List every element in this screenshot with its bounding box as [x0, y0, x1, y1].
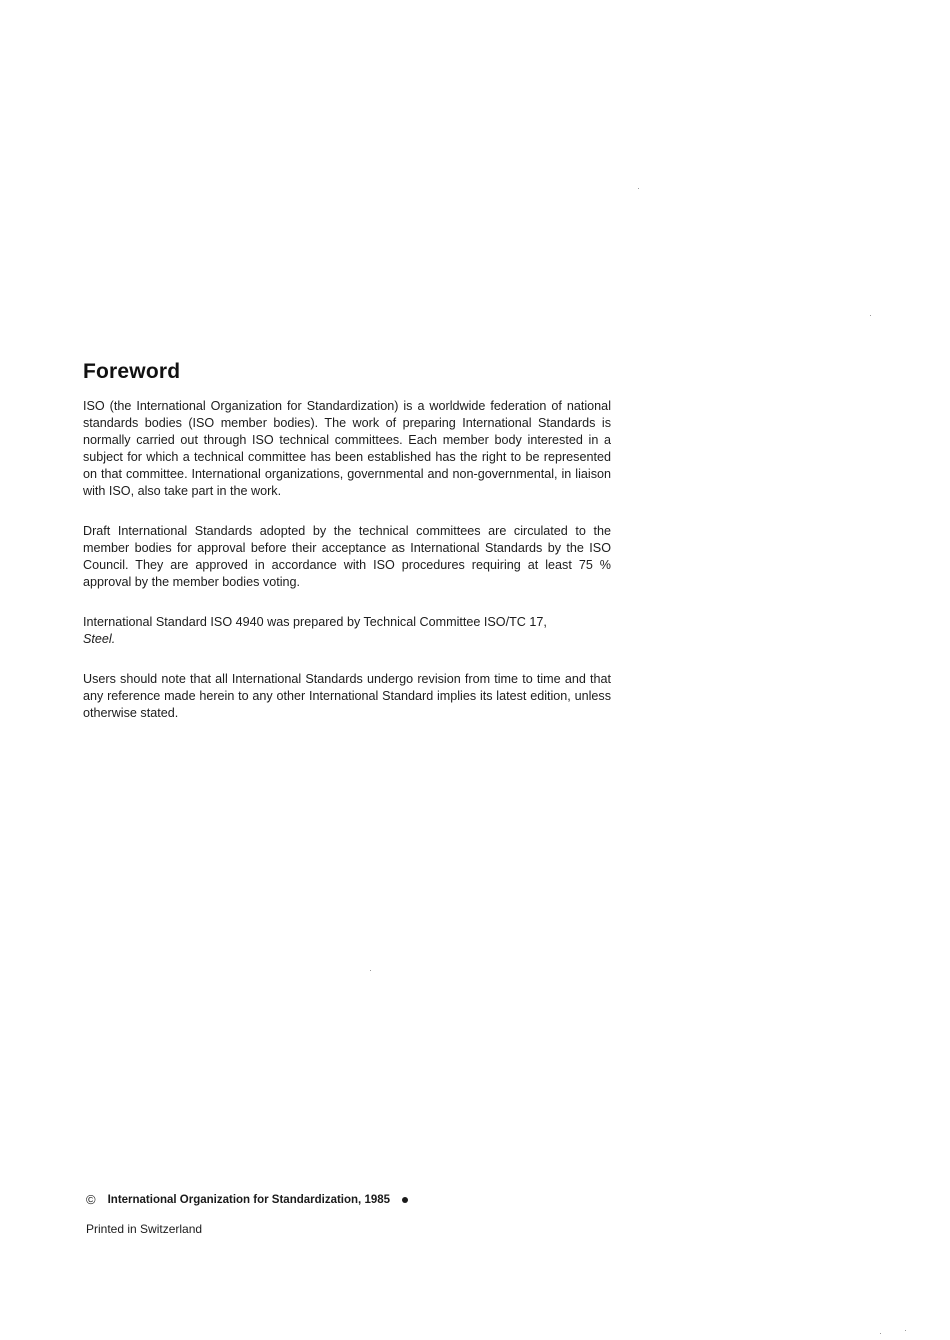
scan-speck — [880, 1333, 881, 1334]
scan-speck — [370, 970, 371, 971]
foreword-title: Foreword — [83, 360, 181, 383]
copyright-icon: © — [86, 1192, 96, 1207]
foreword-paragraph-revision: Users should note that all International Standards undergo revision from time to time and that any reference made herein to any other International Standard implies its latest edition, unless otherwise stated. — [83, 672, 611, 720]
foreword-paragraph-standard — [83, 614, 611, 648]
foreword-section — [83, 360, 611, 745]
bullet-icon — [402, 1197, 408, 1203]
scan-speck — [905, 1330, 906, 1331]
scan-speck — [870, 315, 871, 316]
standard-prefix-text: International Standard ISO 4940 was prepared by Technical Committee ISO/TC 17, — [83, 615, 547, 629]
committee-name: Steel. — [83, 632, 116, 646]
foreword-paragraph-drafts: Draft International Standards adopted by the technical committees are circulated to the member bodies for approval before their acceptance as International Standards by the ISO Council. They are approved in accordance with ISO procedures requiring at least 75 % approval by the member bodies voting. — [83, 524, 611, 589]
page-footer — [86, 1192, 586, 1236]
foreword-paragraph-iso: ISO (the International Organization for Standardization) is a worldwide federation of national standards bodies (ISO member bodies). The work of preparing International Standards is normally carried out through ISO technical committees. Each member body interested in a subject for which a technical committee has been established has the right to be represented on that committee. International organizations, governmental and non-governmental, in liaison with ISO, also take part in the work. — [83, 399, 611, 498]
copyright-text: International Organization for Standardization, 1985 — [107, 1193, 391, 1206]
copyright-line — [86, 1192, 586, 1207]
scan-speck — [638, 188, 639, 189]
printed-location: Printed in Switzerland — [86, 1222, 203, 1236]
